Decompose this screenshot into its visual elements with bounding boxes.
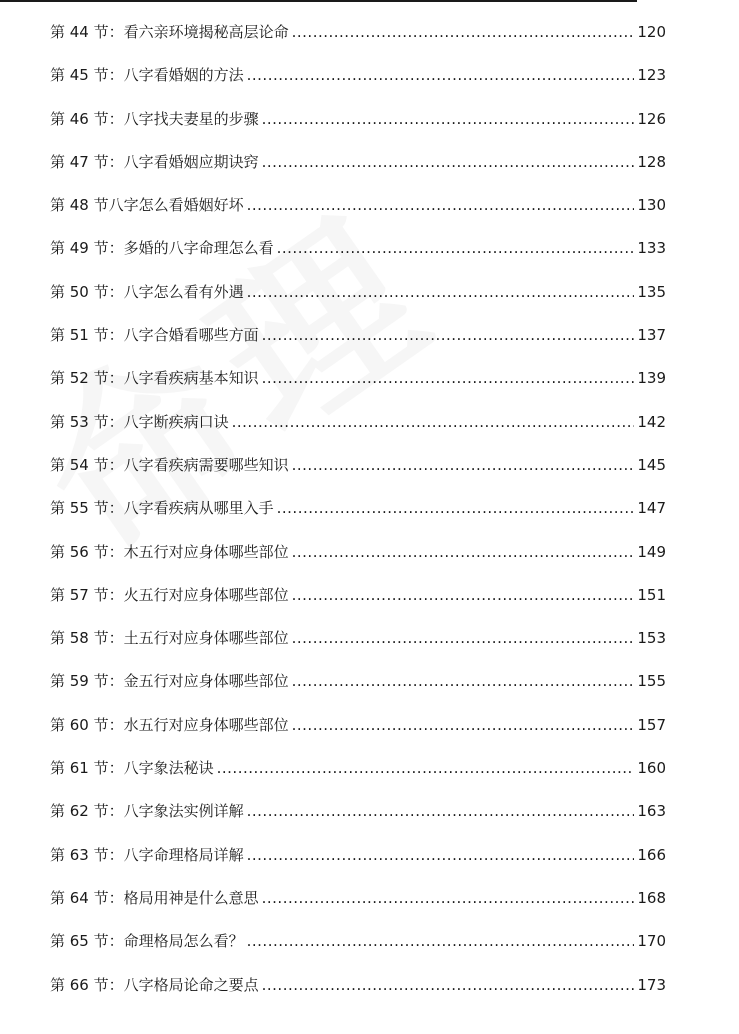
dot-leader bbox=[277, 496, 635, 520]
toc-entry-page: 128 bbox=[637, 152, 666, 171]
dot-leader bbox=[292, 713, 635, 737]
toc-entry-title: 第 46 节：八字找夫妻星的步骤 bbox=[50, 109, 259, 128]
toc-entry-page: 168 bbox=[637, 888, 666, 907]
toc-entry-page: 133 bbox=[637, 239, 666, 258]
toc-entry[interactable] bbox=[50, 107, 666, 150]
toc-entry[interactable] bbox=[50, 410, 666, 453]
toc-entry-page: 155 bbox=[637, 672, 666, 691]
toc-entry-title: 第 45 节：八字看婚姻的方法 bbox=[50, 66, 244, 85]
toc-entry[interactable] bbox=[50, 713, 666, 756]
dot-leader bbox=[292, 583, 635, 607]
dot-leader bbox=[262, 886, 635, 910]
dot-leader bbox=[247, 843, 635, 867]
toc-entry-title: 第 49 节：多婚的八字命理怎么看 bbox=[50, 239, 274, 258]
dot-leader bbox=[262, 107, 635, 131]
toc-entry-page: 142 bbox=[637, 412, 666, 431]
toc-entry-page: 153 bbox=[637, 629, 666, 648]
dot-leader bbox=[247, 280, 635, 304]
dot-leader bbox=[247, 63, 635, 87]
toc-entry[interactable] bbox=[50, 20, 666, 63]
header-rule bbox=[0, 0, 637, 2]
dot-leader bbox=[292, 20, 635, 44]
dot-leader bbox=[262, 323, 635, 347]
toc-entry-title: 第 56 节：木五行对应身体哪些部位 bbox=[50, 542, 289, 561]
toc-entry-title: 第 64 节：格局用神是什么意思 bbox=[50, 888, 259, 907]
toc-entry-page: 147 bbox=[637, 499, 666, 518]
dot-leader bbox=[232, 410, 635, 434]
toc-entry-title: 第 50 节：八字怎么看有外遇 bbox=[50, 282, 244, 301]
toc-entry[interactable] bbox=[50, 280, 666, 323]
toc-entry-title: 第 52 节：八字看疾病基本知识 bbox=[50, 369, 259, 388]
toc-entry-page: 160 bbox=[637, 759, 666, 778]
dot-leader bbox=[292, 669, 635, 693]
dot-leader bbox=[262, 150, 635, 174]
toc-entry[interactable] bbox=[50, 583, 666, 626]
toc-entry-page: 166 bbox=[637, 845, 666, 864]
toc-entry[interactable] bbox=[50, 366, 666, 409]
dot-leader bbox=[292, 626, 635, 650]
toc-entry-title: 第 59 节：金五行对应身体哪些部位 bbox=[50, 672, 289, 691]
dot-leader bbox=[262, 366, 635, 390]
toc-entry-title: 第 63 节：八字命理格局详解 bbox=[50, 845, 244, 864]
toc-entry[interactable] bbox=[50, 929, 666, 972]
toc-entry-page: 149 bbox=[637, 542, 666, 561]
toc-entry[interactable] bbox=[50, 323, 666, 366]
toc-entry-page: 157 bbox=[637, 715, 666, 734]
toc-entry-title: 第 51 节：八字合婚看哪些方面 bbox=[50, 326, 259, 345]
dot-leader bbox=[247, 193, 635, 217]
toc-entry-page: 151 bbox=[637, 585, 666, 604]
toc-entry[interactable] bbox=[50, 236, 666, 279]
toc-entry-title: 第 66 节：八字格局论命之要点 bbox=[50, 975, 259, 994]
dot-leader bbox=[277, 236, 635, 260]
toc-entry-page: 135 bbox=[637, 282, 666, 301]
toc-entry-page: 137 bbox=[637, 326, 666, 345]
toc-entry[interactable] bbox=[50, 540, 666, 583]
toc-entry[interactable] bbox=[50, 193, 666, 236]
toc-entry-title: 第 48 节八字怎么看婚姻好坏 bbox=[50, 196, 244, 215]
toc-entry-title: 第 57 节：火五行对应身体哪些部位 bbox=[50, 585, 289, 604]
dot-leader bbox=[292, 453, 635, 477]
toc-entry[interactable] bbox=[50, 63, 666, 106]
toc-entry[interactable] bbox=[50, 453, 666, 496]
toc-entry-title: 第 55 节：八字看疾病从哪里入手 bbox=[50, 499, 274, 518]
toc-entry-title: 第 44 节：看六亲环境揭秘高层论命 bbox=[50, 23, 289, 41]
toc-entry-page: 130 bbox=[637, 196, 666, 215]
toc-entry[interactable] bbox=[50, 799, 666, 842]
toc-entry-page: 139 bbox=[637, 369, 666, 388]
toc-entry[interactable] bbox=[50, 496, 666, 539]
dot-leader bbox=[262, 973, 635, 997]
dot-leader bbox=[217, 756, 635, 780]
table-of-contents bbox=[50, 20, 666, 1016]
toc-entry-page: 145 bbox=[637, 455, 666, 474]
dot-leader bbox=[292, 540, 635, 564]
toc-entry[interactable] bbox=[50, 669, 666, 712]
toc-entry-title: 第 62 节：八字象法实例详解 bbox=[50, 802, 244, 821]
toc-entry-page: 120 bbox=[637, 23, 666, 41]
dot-leader bbox=[247, 929, 635, 953]
toc-entry-title: 第 61 节：八字象法秘诀 bbox=[50, 759, 214, 778]
toc-entry-page: 170 bbox=[637, 932, 666, 951]
toc-entry-title: 第 60 节：水五行对应身体哪些部位 bbox=[50, 715, 289, 734]
toc-entry-title: 第 65 节：命理格局怎么看？ bbox=[50, 932, 244, 951]
toc-entry[interactable] bbox=[50, 886, 666, 929]
dot-leader bbox=[247, 799, 635, 823]
toc-entry-page: 173 bbox=[637, 975, 666, 994]
toc-entry[interactable] bbox=[50, 756, 666, 799]
toc-entry[interactable] bbox=[50, 150, 666, 193]
toc-entry-title: 第 53 节：八字断疾病口诀 bbox=[50, 412, 229, 431]
toc-entry-page: 163 bbox=[637, 802, 666, 821]
toc-entry[interactable] bbox=[50, 626, 666, 669]
toc-entry-title: 第 54 节：八字看疾病需要哪些知识 bbox=[50, 455, 289, 474]
toc-entry-title: 第 47 节：八字看婚姻应期诀窍 bbox=[50, 152, 259, 171]
toc-entry-page: 123 bbox=[637, 66, 666, 85]
toc-entry-title: 第 58 节：土五行对应身体哪些部位 bbox=[50, 629, 289, 648]
toc-entry[interactable] bbox=[50, 973, 666, 1016]
toc-entry-page: 126 bbox=[637, 109, 666, 128]
toc-entry[interactable] bbox=[50, 843, 666, 886]
